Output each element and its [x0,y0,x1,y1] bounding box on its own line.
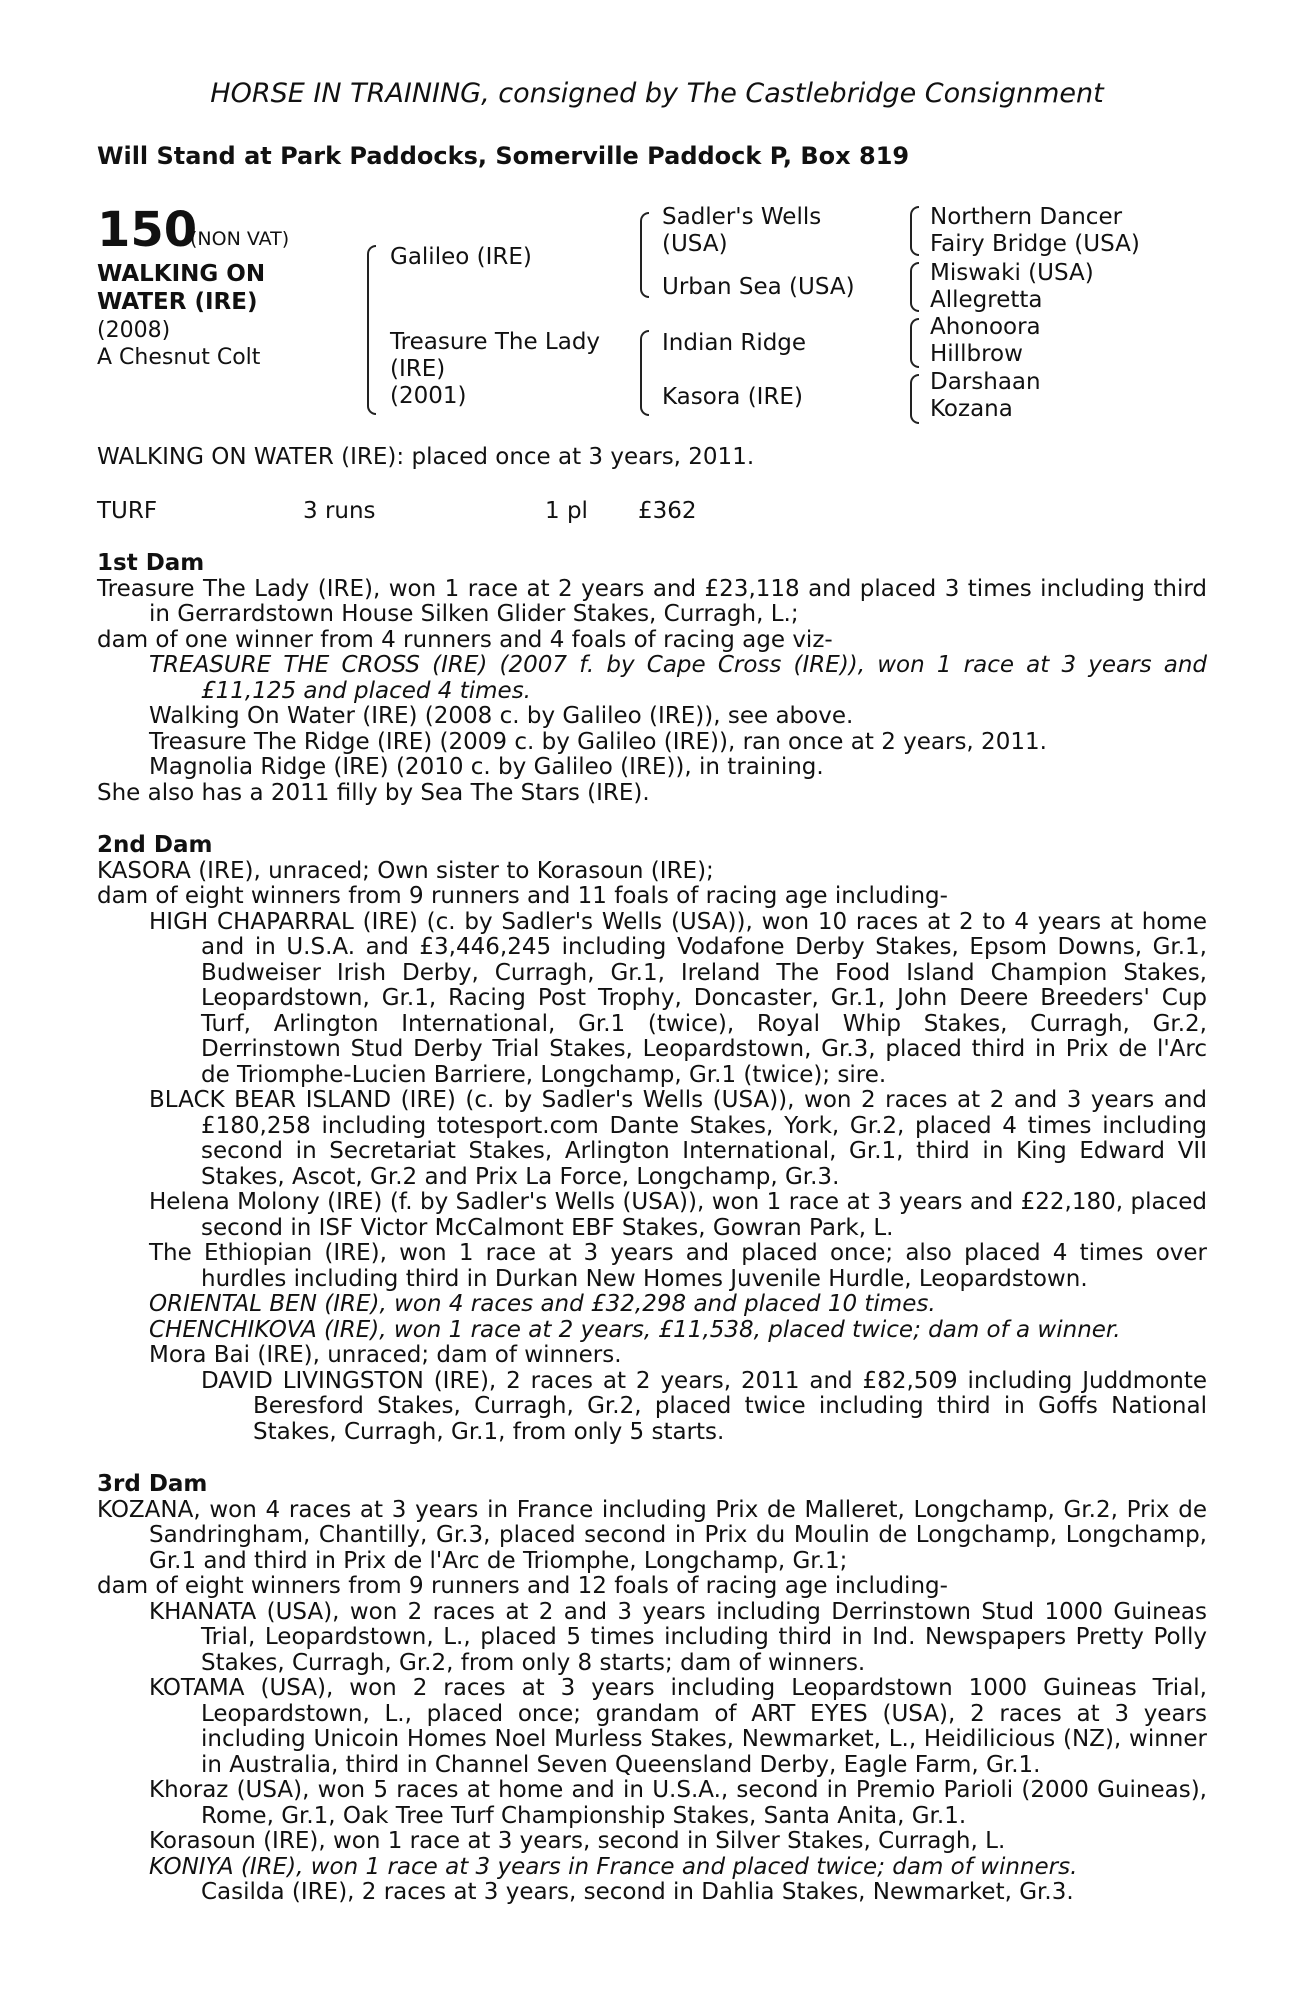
pedigree-brace [910,318,919,368]
pedigree-dam-line2: (IRE) [390,356,446,382]
pedigree-sdd: Allegretta [930,287,1043,313]
page-title: HORSE IN TRAINING, consigned by The Castlebridge Consignment [210,78,1104,109]
produce-entry: KOTAMA (USA), won 2 races at 3 years including Leopardstown 1000 Guineas Trial, Leopardstown, L., placed once; grandam of ART EYES (USA), 2 races at 3 years including Unicoin Homes Noel Murless Stakes, Newmarket, L., Heidilicious (NZ), winner in Australia, third in Channel Seven Queensland Derby, Eagle Farm, Gr.1. [149,1675,1207,1778]
pedigree-dam-line3: (2001) [390,383,467,409]
pedigree-dds: Darshaan [930,369,1041,395]
produce-entry: KONIYA (IRE), won 1 race at 3 years in France and placed twice; dam of winners. [149,1853,1078,1880]
produce-entry: KHANATA (USA), won 2 races at 2 and 3 years including Derrinstown Stud 1000 Guineas Trial, Leopardstown, L., placed 5 times including third in Ind. Newspapers Pretty Polly Stakes, Curragh, Gr.2, from only 8 starts; dam of winners. [149,1598,1207,1676]
vat-status: (NON VAT) [190,228,290,250]
pedigree-sire-dam: Urban Sea (USA) [662,274,855,300]
pedigree-dam-dam: Kasora (IRE) [662,384,803,410]
foaling-year: (2008) [97,318,171,343]
pedigree-ssd: Fairy Bridge (USA) [930,231,1140,257]
third-dam-produce-line: dam of eight winners from 9 runners and 12 foals of racing age including- [97,1573,948,1599]
horse-name [97,260,265,316]
horse-info [97,317,260,371]
pedigree-dss: Ahonoora [930,314,1041,340]
pedigree-ddd: Kozana [930,396,1013,422]
second-dam-heading: 2nd Dam [97,832,213,858]
pedigree-brace [910,262,919,312]
first-dam-produce-line: dam of one winner from 4 runners and 4 foals of racing age viz- [97,626,833,653]
first-dam-heading: 1st Dam [97,550,205,576]
produce-note: She also has a 2011 filly by Sea The Stars (IRE). [97,779,650,806]
pedigree-dam-line1: Treasure The Lady [390,329,601,355]
record-earnings: £362 [638,498,697,524]
horse-description: A Chesnut Colt [97,345,261,370]
dam-sections [97,551,1207,1906]
pedigree-sire-sire [662,204,821,258]
third-dam-heading: 3rd Dam [97,1471,208,1497]
pedigree-brace [640,212,649,298]
produce-entry: Mora Bai (IRE), unraced; dam of winners. [149,1342,622,1368]
produce-entry: ORIENTAL BEN (IRE), won 4 races and £32,298 and placed 10 times. [149,1291,936,1317]
produce-entry: TREASURE THE CROSS (IRE) (2007 f. by Cape Cross (IRE)), won 1 race at 3 years and £11,125 and placed 4 times. [149,652,1207,704]
produce-entry: Treasure The Ridge (IRE) (2009 c. by Galileo (IRE)), ran once at 2 years, 2011. [149,728,1047,755]
pedigree-dsd: Hillbrow [930,341,1023,367]
pedigree-sire: Galileo (IRE) [390,244,532,270]
horse-name-line1: WALKING ON [97,261,266,287]
produce-entry: Khoraz (USA), won 5 races at home and in U.S.A., second in Premio Parioli (2000 Guineas), Rome, Gr.1, Oak Tree Turf Championship Stakes, Santa Anita, Gr.1. [149,1777,1207,1829]
produce-entry: BLACK BEAR ISLAND (IRE) (c. by Sadler's Wells (USA)), won 2 races at 2 and 3 years and £180,258 including totesport.com Dante Stakes, York, Gr.2, placed 4 times including second in Secretariat Stakes, Arlington International, Gr.1, third in King Edward VII Stakes, Ascot, Gr.2 and Prix La Force, Longchamp, Gr.3. [149,1087,1207,1190]
record-runs: 3 runs [303,498,376,524]
produce-entry: CHENCHIKOVA (IRE), won 1 race at 2 years, £11,538, placed twice; dam of a winner. [149,1316,1121,1343]
produce-entry: Helena Molony (IRE) (f. by Sadler's Wells (USA)), won 1 race at 3 years and £22,180, placed second in ISF Victor McCalmont EBF Stakes, Gowran Park, L. [149,1189,1207,1241]
second-dam-entry: KASORA (IRE), unraced; Own sister to Korasoun (IRE); [97,857,714,884]
pedigree-sds: Miswaki (USA) [930,260,1094,286]
pedigree-dam [390,329,600,410]
pedigree-brace [640,330,649,416]
pedigree-sss: Northern Dancer [930,204,1123,230]
record-placed: 1 pl [545,498,588,524]
lot-number: 150 [97,202,198,258]
pedigree-ss-line2: (USA) [662,231,728,257]
pedigree-brace [910,206,919,256]
produce-entry: The Ethiopian (IRE), won 1 race at 3 years and placed once; also placed 4 times over hurdles including third in Durkan New Homes Juvenile Hurdle, Leopardstown. [149,1240,1207,1292]
produce-entry: Korasoun (IRE), won 1 race at 3 years, second in Silver Stakes, Curragh, L. [149,1828,1006,1854]
produce-entry: Walking On Water (IRE) (2008 c. by Galileo (IRE)), see above. [149,703,854,729]
race-summary: WALKING ON WATER (IRE): placed once at 3 years, 2011. [97,444,755,470]
stand-location: Will Stand at Park Paddocks, Somerville Paddock P, Box 819 [97,142,910,170]
grand-produce-entry: Casilda (IRE), 2 races at 3 years, second in Dahlia Stakes, Newmarket, Gr.3. [201,1879,1074,1905]
grand-produce-entry: DAVID LIVINGSTON (IRE), 2 races at 2 years, 2011 and £82,509 including Juddmonte Beresford Stakes, Curragh, Gr.2, placed twice including third in Goffs National Stakes, Curragh, Gr.1, from only 5 starts. [201,1367,1207,1445]
pedigree-brace [910,374,919,424]
pedigree-dam-sire: Indian Ridge [662,330,807,356]
horse-name-line2: WATER (IRE) [97,289,258,315]
produce-entry: HIGH CHAPARRAL (IRE) (c. by Sadler's Wells (USA)), won 10 races at 2 to 4 years at home and in U.S.A. and £3,446,245 including Vodafone Derby Stakes, Epsom Downs, Gr.1, Budweiser Irish Derby, Curragh, Gr.1, Ireland The Food Island Champion Stakes, Leopardstown, Gr.1, Racing Post Trophy, Doncaster, Gr.1, John Deere Breeders' Cup Turf, Arlington International, Gr.1 (twice), Royal Whip Stakes, Curragh, Gr.2, Derrinstown Stud Derby Trial Stakes, Leopardstown, Gr.3, placed third in Prix de l'Arc de Triomphe-Lucien Barriere, Longchamp, Gr.1 (twice); sire. [149,908,1207,1088]
third-dam-entry: KOZANA, won 4 races at 3 years in France including Prix de Malleret, Longchamp, Gr.2, Prix de Sandringham, Chantilly, Gr.3, placed second in Prix du Moulin de Longchamp, Longchamp, Gr.1 and third in Prix de l'Arc de Triomphe, Longchamp, Gr.1; [97,1496,1207,1574]
pedigree-brace [367,245,376,415]
pedigree-ss-line1: Sadler's Wells [662,204,822,230]
first-dam-entry: Treasure The Lady (IRE), won 1 race at 2 years and £23,118 and placed 3 times including third in Gerrardstown House Silken Glider Stakes, Curragh, L.; [97,575,1207,627]
record-surface: TURF [97,498,158,524]
second-dam-produce-line: dam of eight winners from 9 runners and 11 foals of racing age including- [97,883,948,909]
produce-entry: Magnolia Ridge (IRE) (2010 c. by Galileo (IRE)), in training. [149,754,824,780]
